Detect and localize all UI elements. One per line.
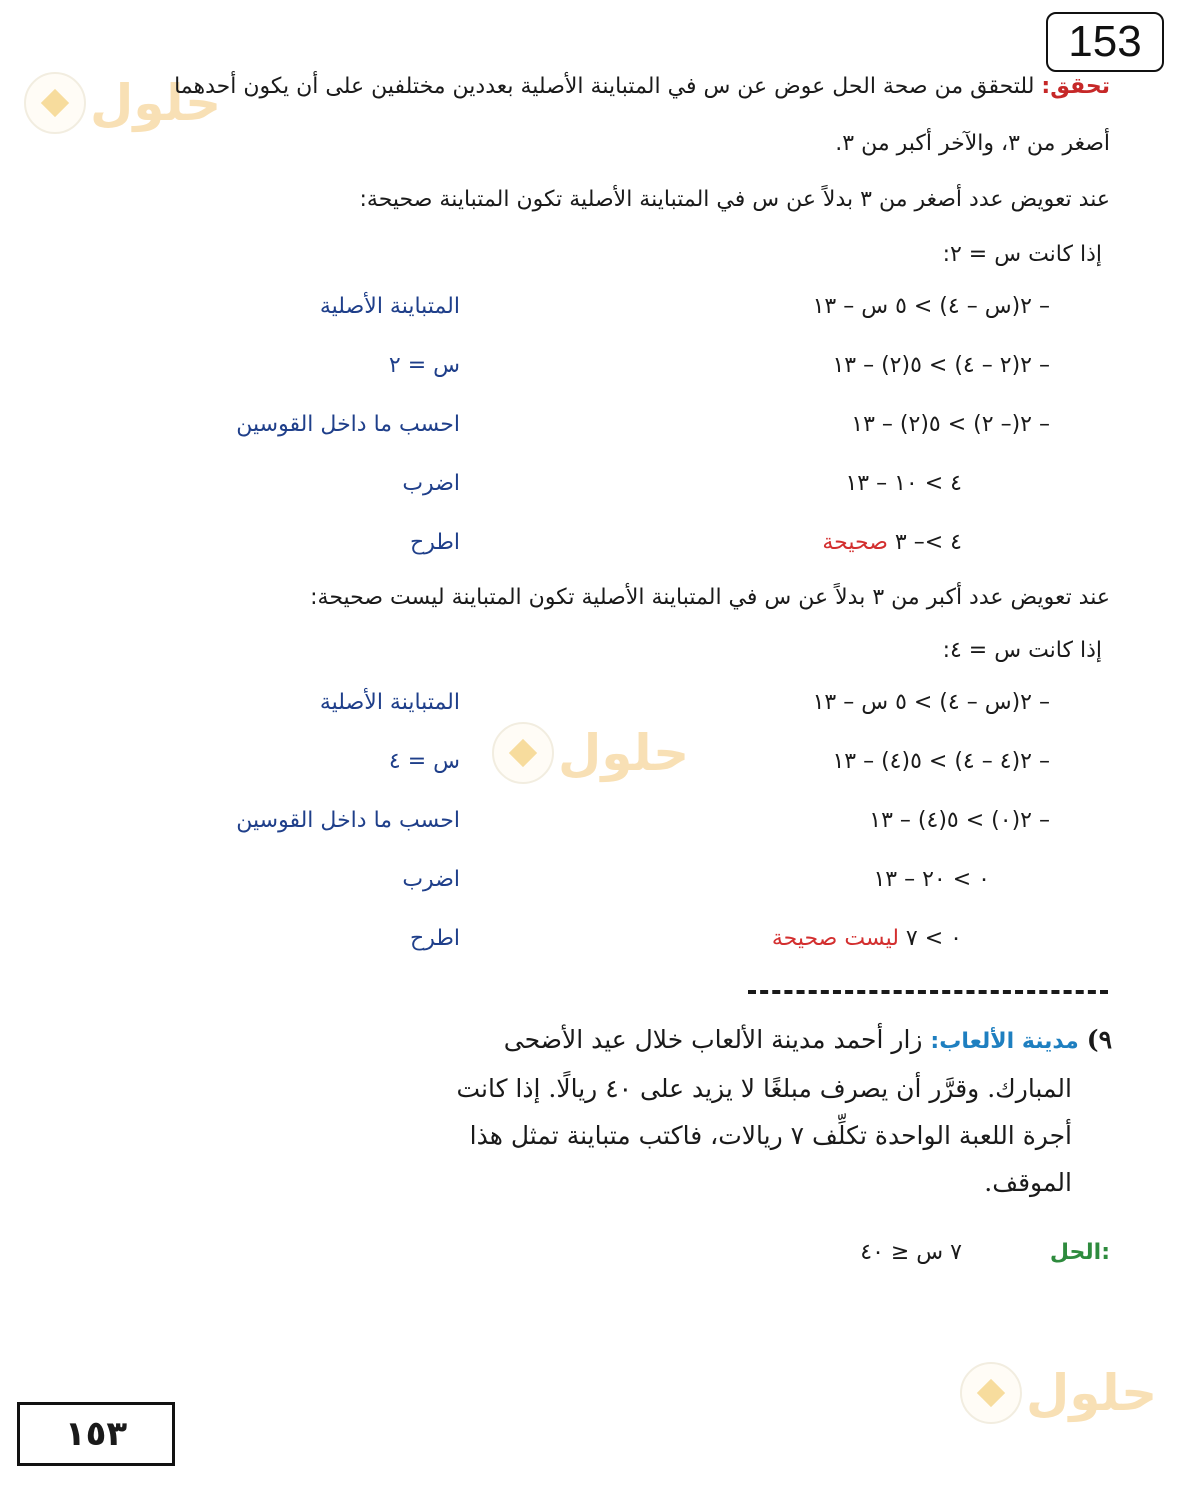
less-step-2 [150, 353, 1050, 378]
step-expression: – ٢(– ٢) > ٥(٢) – ١٣ [851, 412, 1050, 437]
check-line-1 [174, 74, 1110, 99]
step-note: احسب ما داخل القوسين [236, 412, 460, 437]
step-expression: – ٢(٤ – ٤) > ٥(٤) – ١٣ [832, 749, 1050, 774]
greater-step-1 [150, 690, 1050, 715]
check-text-1: للتحقق من صحة الحل عوض عن س في المتباينة الأصلية بعددين مختلفين على أن يكون أحدهما [174, 74, 1035, 99]
step-note: المتباينة الأصلية [319, 690, 460, 715]
problem-line-1 [392, 1016, 1112, 1065]
watermark-text: حلول [558, 724, 690, 782]
problem-number: ٩) [1086, 1025, 1112, 1054]
greater-case-intro: عند تعويض عدد أكبر من ٣ بدلاً عن س في المتباينة الأصلية تكون المتباينة ليست صحيحة: [310, 585, 1110, 610]
less-case-if-line: إذا كانت س = ٢: [942, 242, 1102, 267]
step-expression-text: ٠ > ٧ [905, 926, 962, 951]
step-note: س = ٢ [388, 353, 460, 378]
step-expression: – ٢(س – ٤) > ٥ س – ١٣ [812, 690, 1050, 715]
greater-step-2 [150, 749, 1050, 774]
result-false: ليست صحيحة [771, 926, 899, 951]
dashed-divider [748, 990, 1108, 994]
problem-text-2: المبارك. وقرَّر أن يصرف مبلغًا لا يزيد على ٤٠ ريالًا. إذا كانت [456, 1074, 1072, 1103]
step-expression-text: ٤ >– ٣ [894, 530, 962, 555]
solution-answer: ٧ س ≤ ٤٠ [860, 1240, 962, 1265]
check-text-2: أصغر من ٣، والآخر أكبر من ٣. [835, 131, 1110, 156]
watermark-book-icon [960, 1362, 1022, 1424]
less-step-1 [150, 294, 1050, 319]
result-true: صحيحة [822, 530, 888, 555]
step-expression: – ٢(٢ – ٤) > ٥(٢) – ١٣ [832, 353, 1050, 378]
watermark-text: حلول [90, 74, 222, 132]
step-note: المتباينة الأصلية [319, 294, 460, 319]
step-note: اطرح [410, 530, 460, 555]
step-note: اطرح [410, 926, 460, 951]
greater-case-if-line: إذا كانت س = ٤: [942, 638, 1102, 663]
check-label: تحقق: [1041, 74, 1110, 99]
solution-label: الحل: [1049, 1240, 1110, 1265]
footer-page-number: ١٥٣ [17, 1402, 175, 1466]
problem-topic: مدينة الألعاب: [930, 1029, 1079, 1054]
watermark-book-icon [24, 72, 86, 134]
step-expression: – ٢(س – ٤) > ٥ س – ١٣ [812, 294, 1050, 319]
step-note: احسب ما داخل القوسين [236, 808, 460, 833]
page-number-box: 153 [1046, 12, 1164, 72]
greater-step-4 [150, 867, 1050, 892]
problem-text-1: زار أحمد مدينة الألعاب خلال عيد الأضحى [503, 1025, 923, 1054]
step-expression: ٠ > ٢٠ – ١٣ [873, 867, 990, 892]
problem-9 [392, 1016, 1112, 1206]
step-note: اضرب [402, 867, 460, 892]
problem-text-4: الموقف. [984, 1168, 1072, 1197]
step-expression: – ٢(٠) > ٥(٤) – ١٣ [869, 808, 1050, 833]
step-note: س = ٤ [388, 749, 460, 774]
less-step-4 [150, 471, 1050, 496]
greater-step-5 [150, 926, 1050, 951]
watermark-text: حلول [1026, 1364, 1158, 1422]
greater-step-3 [150, 808, 1050, 833]
less-step-5 [150, 530, 1050, 555]
step-expression: ٤ > ١٠ – ١٣ [845, 471, 962, 496]
less-case-intro: عند تعويض عدد أصغر من ٣ بدلاً عن س في المتباينة الأصلية تكون المتباينة صحيحة: [359, 187, 1110, 212]
watermark-logo-bottom [960, 1362, 1157, 1424]
step-expression [642, 926, 1050, 951]
step-note: اضرب [402, 471, 460, 496]
step-expression [642, 530, 1050, 555]
problem-text-3: أجرة اللعبة الواحدة تكلِّف ٧ ريالات، فاكتب متباينة تمثل هذا [469, 1121, 1072, 1150]
less-step-3 [150, 412, 1050, 437]
